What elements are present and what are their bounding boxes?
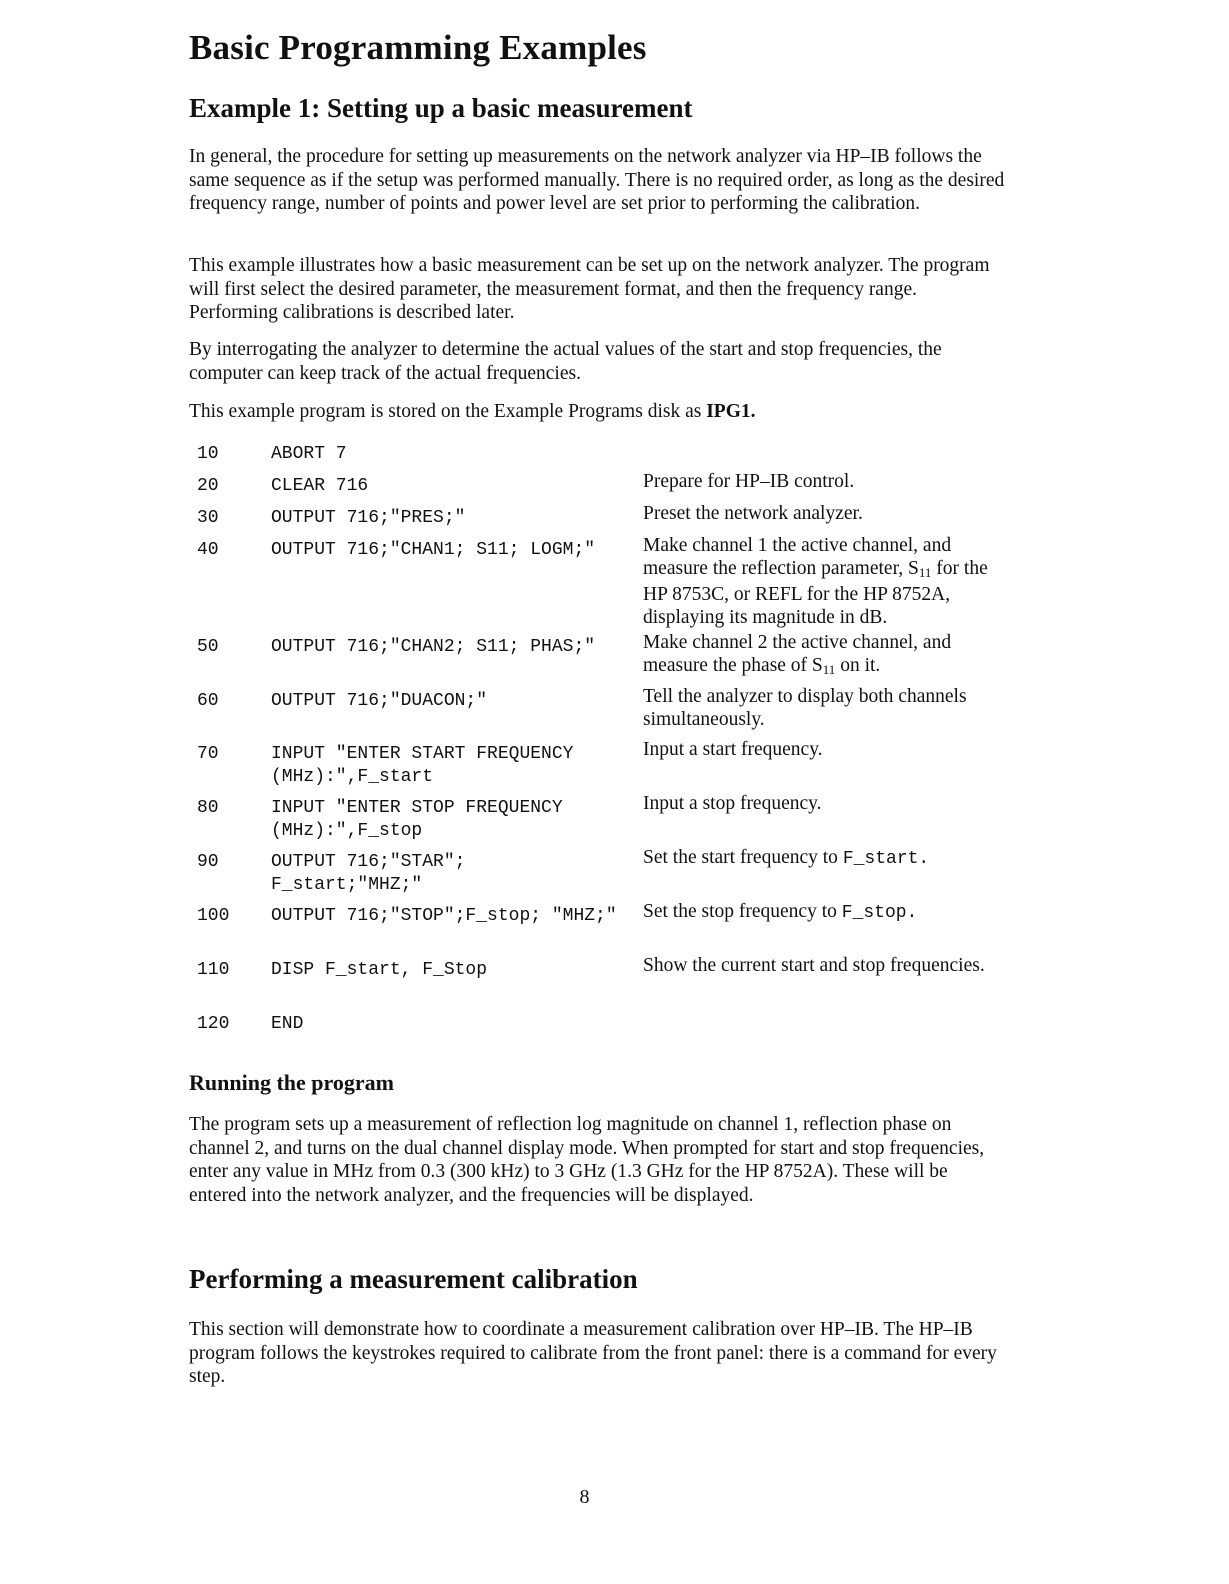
code-comment — [643, 847, 1013, 871]
code-line: CLEAR 716 — [271, 476, 369, 496]
line-number: 100 — [197, 906, 230, 926]
code-line: OUTPUT 716;"STAR"; F_start;"MHZ;" — [271, 852, 477, 895]
code-comment — [643, 535, 1013, 629]
line-number: 80 — [197, 798, 219, 818]
line-number: 10 — [197, 444, 219, 464]
page-number: 8 — [579, 1486, 590, 1508]
code-line: DISP F_start, F_Stop — [271, 960, 488, 980]
comment-text: Set the stop frequency to — [643, 901, 842, 922]
program-name: IPG1. — [706, 401, 756, 422]
code-comment — [643, 901, 1013, 925]
running-heading: Running the program — [189, 1070, 394, 1095]
code-line: INPUT "ENTER STOP FREQUENCY (MHz):",F_stop — [271, 798, 574, 841]
code-comment: Input a start frequency. — [643, 739, 823, 760]
line-number: 60 — [197, 691, 219, 711]
subscript: 11 — [822, 661, 836, 677]
line-number: 20 — [197, 476, 219, 496]
comment-text: for the HP 8753C, or REFL for the HP 8752A, displaying its magnitude in dB. — [643, 557, 988, 628]
variable-name: F_start. — [842, 849, 930, 869]
code-comment: Show the current start and stop frequencies. — [643, 955, 985, 976]
line-number: 90 — [197, 852, 219, 872]
code-line: INPUT "ENTER START FREQUENCY (MHz):",F_start — [271, 744, 585, 787]
example1-paragraph-4 — [189, 400, 1009, 424]
code-line: OUTPUT 716;"DUACON;" — [271, 691, 488, 711]
line-number: 50 — [197, 637, 219, 657]
page-title: Basic Programming Examples — [189, 28, 647, 67]
calibration-paragraph: This section will demonstrate how to coordinate a measurement calibration over HP–IB. The HP–IB program follows the keystrokes required to calibrate from the front panel: there is a command for every step. — [189, 1319, 997, 1388]
line-number: 70 — [197, 744, 219, 764]
code-line: OUTPUT 716;"STOP";F_stop; "MHZ;" — [271, 906, 617, 926]
example1-paragraph-1: In general, the procedure for setting up measurements on the network analyzer via HP–IB follows the same sequence as if the setup was performed manually. There is no required order, as long as the desired frequency range, number of points and power level are set prior to performing the calibration. — [189, 146, 1005, 215]
code-comment: Input a stop frequency. — [643, 793, 822, 814]
comment-text: Set the start frequency to — [643, 847, 843, 868]
variable-name: F_stop. — [841, 903, 918, 923]
code-comment — [643, 632, 1013, 681]
line-number: 120 — [197, 1014, 230, 1034]
running-paragraph: The program sets up a measurement of reflection log magnitude on channel 1, reflection phase on channel 2, and turns on the dual channel display mode. When prompted for start and stop frequencies, enter any value in MHz from 0.3 (300 kHz) to 3 GHz (1.3 GHz for the HP 8752A). These will be entered into the network analyzer, and the frequencies will be displayed. — [189, 1114, 985, 1207]
example1-paragraph-2: This example illustrates how a basic measurement can be set up on the network analyzer. The program will first select the desired parameter, the measurement format, and then the frequency range. Performing calibrations is described later. — [189, 255, 990, 324]
line-number: 30 — [197, 508, 219, 528]
paragraph-4-text: This example program is stored on the Example Programs disk as — [189, 401, 707, 422]
code-comment: Preset the network analyzer. — [643, 503, 863, 524]
example1-paragraph-3: By interrogating the analyzer to determine the actual values of the start and stop frequencies, the computer can keep track of the actual frequencies. — [189, 339, 942, 384]
code-line: OUTPUT 716;"CHAN1; S11; LOGM;" — [271, 540, 596, 560]
line-number: 40 — [197, 540, 219, 560]
code-line: OUTPUT 716;"CHAN2; S11; PHAS;" — [271, 637, 596, 657]
code-comment: Prepare for HP–IB control. — [643, 471, 855, 492]
example1-heading: Example 1: Setting up a basic measurement — [189, 93, 693, 123]
calibration-heading: Performing a measurement calibration — [189, 1264, 638, 1294]
code-comment: Tell the analyzer to display both channels simultaneously. — [643, 686, 967, 730]
code-line: OUTPUT 716;"PRES;" — [271, 508, 466, 528]
comment-text: Make channel 2 the active channel, and measure the phase of S — [643, 632, 952, 676]
subscript: 11 — [918, 564, 932, 580]
line-number: 110 — [197, 960, 230, 980]
code-line: END — [271, 1014, 304, 1034]
code-line: ABORT 7 — [271, 444, 347, 464]
comment-text: on it. — [835, 654, 881, 676]
comment-text: Make channel 1 the active channel, and measure the reflection parameter, S — [643, 535, 952, 579]
